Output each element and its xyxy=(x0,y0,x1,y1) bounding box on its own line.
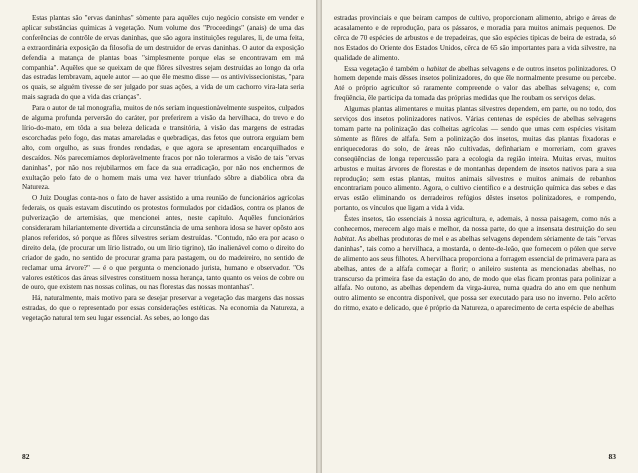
paragraph: Algumas plantas alimentares e muitas plantas silvestres dependem, em parte, ou no todo, dos serviços dos insetos polinizadores nativos. Várias centenas de espécies de abelhas selvagens tomam parte na polinização das colheitas agrícolas — sendo que umas cem espécies visitam sòmente as flôres de alfafa. Sem a polinização dos insetos, muitas das plantas fixadoras e enriquecedoras do solo, de áreas não cultivadas, definhariam e morreriam, com graves conseqüências de longa repercussão para a ecologia da região inteira. Muitas ervas, muitos arbustos e muitas árvores de florestas e de montanhas dependem de insetos nativos para a sua reprodução; sem estas plantas, muitos animais silvestres e muitos animais de rebanhos encontrariam pouco alimento. Agora, o cultivo científico e a destruição química das sebes e das ervas estão eliminando os derradeiros refúgios dêstes insetos polinizadores, e rompendo, portanto, os vínculos que ligam a vida à vida. xyxy=(334,105,616,213)
right-page xyxy=(322,0,638,473)
paragraph: Estas plantas são "ervas daninhas" sòmente para aquêles cujo negócio consiste em vender e aplicar substâncias químicas à vegetação. Num volume dos "Proceedings" (anais) de uma das conferências de contrôle de ervas daninhas, que são agora instituições regulares, li, de uma feita, a extraordinária exposição da filosofia de um destruidor de ervas daninhas. O autor da exposição defendia a matança de plantas boas "simplesmente porque elas se encontravam em má companhia". Aquêles que se queixam de que flôres silvestres sejam destruídas ao longo da orla das estradas lembravam, aquele autor — ao que êle mesmo disse — os antivivissecionistas, "para os quais, se alguém tivesse de ser julgado por suas ações, a vida de um cachorro vira-lata seria mais sagrada do que a vida das crianças". xyxy=(22,14,304,102)
paragraph: Essa vegetação é também o habitat de abelhas selvagens e de outros insetos polinizadores. O homem depende mais dêsses insetos polinizadores, do que êle normalmente presume ou percebe. Até o próprio agricultor só raramente compreende o valor das abelhas selvagens; e, com freqüência, êle participa da tomada das próprias medidas que lhe roubam os serviços delas. xyxy=(334,64,616,103)
paragraph: Para o autor de tal monografia, muitos de nós seríam inquestionàvelmente suspeitos, culpados de alguma profunda perversão do caráter, por preferirem a visão da hervilhaca, do trevo e do lírio-do-mato, em tôda a sua beleza delicada e transitória, à visão das margens de estradas escorchadas pelo fogo, das matas amareladas e quebradiças, das fetos que outrora erguiam bem alto, com orgulho, as suas frondes rendadas, e que agora se apresentam encarquilhados e descaídos. Nós parecemíamos deploràvelmente fracos por não tolerarmos a visão de tais "ervas daninhas", por não nos rejubilarmos em face da sua erradicação, por não nos enchermos de exultação pelo fato de o homem mais uma vez haver triunfado sôbre a diabólica obra da Natureza. xyxy=(22,104,304,192)
paragraph: O Juiz Douglas conta-nos o fato de haver assistido a uma reunião de funcionários agrícolas federais, os quais estavam discutindo os protestos formulados por cidadãos, contra os planos de pulverização de artemísias, que mencionei antes, neste capítulo. Aquêles funcionários consideraram hilariantemente divertida a circunstância de uma senhora idosa se haver opôsto aos planos referidos, só porque as flôres silvestres seriam destruídas. "Contudo, não era por acaso o direito dela, (de procurar um lírio listrado, ou um lírio tigrino), tão inalienável como o direito do criador de gado, no sentido de procurar grama para pastagem, ou do madeireiro, no sentido de reclamar uma árvore?" — é o que pergunta o mencionado jurista, humano e observador. "Os valores estéticos das áreas silvestres constituem nossa herança, tanto quanto os veios de cobre ou de ouro, que existem nas nossas colinas, ou nas florestas das nossas montanhas". xyxy=(22,194,304,292)
left-page xyxy=(0,0,316,473)
paragraph: estradas provinciais e que beiram campos de cultivo, proporcionam alimento, abrigo e áreas de acasalamento e de reprodução, para os pássaros, e moradia para muitos animais pequenos. De cêrca de 70 espécies de arbustos e de trepadeiras, que são espécies típicas de beira de estrada, só nos Estados do Oriente dos Estados Unidos, cêrca de 65 são importantes para a vida silvestre, na qualidade de alimento. xyxy=(334,14,616,62)
paragraph: Há, naturalmente, mais motivo para se desejar preservar a vegetação das margens das nossas estradas, do que o representado por essas considerações estéticas. Na economia da Natureza, a vegetação natural tem seu lugar essencial. As sebes, ao longo das xyxy=(22,294,304,323)
paragraph: Êstes insetos, tão essenciais à nossa agricultura, e, ademais, à nossa paisagem, como nós a conhecemos, merecem algo mais e melhor, da nossa parte, do que a insensata destruição do seu habitat. As abelhas produtoras de mel e as abelhas selvagens dependem sèriamente de tais "ervas daninhas", tais como a hervilhaca, a mostarda, o dente-de-leão, que fornecem o pólen que serve de alimento aos seus filhotes. A hervilhaca proporciona a forragem essencial de primavera para as abelhas, antes de a alfafa começar a florir; o anileiro sustenta as mencionadas abelhas, no transcurso da primeira fase da estação do ano, de modo que elas ficam prontas para polinizar a alfafa. No outono, as abelhas dependem da virga-áurea, numa quadra do ano em que nenhum outro alimento se encontra disponível, que possa ser executado para uso no inverno. Pelo acêrto do ritmo, exato e delicado, que é próprio da Natureza, o aparecimento de certa espécie de abelhas xyxy=(334,215,616,313)
page-number: 82 xyxy=(22,452,30,461)
page-number: 83 xyxy=(608,452,616,461)
